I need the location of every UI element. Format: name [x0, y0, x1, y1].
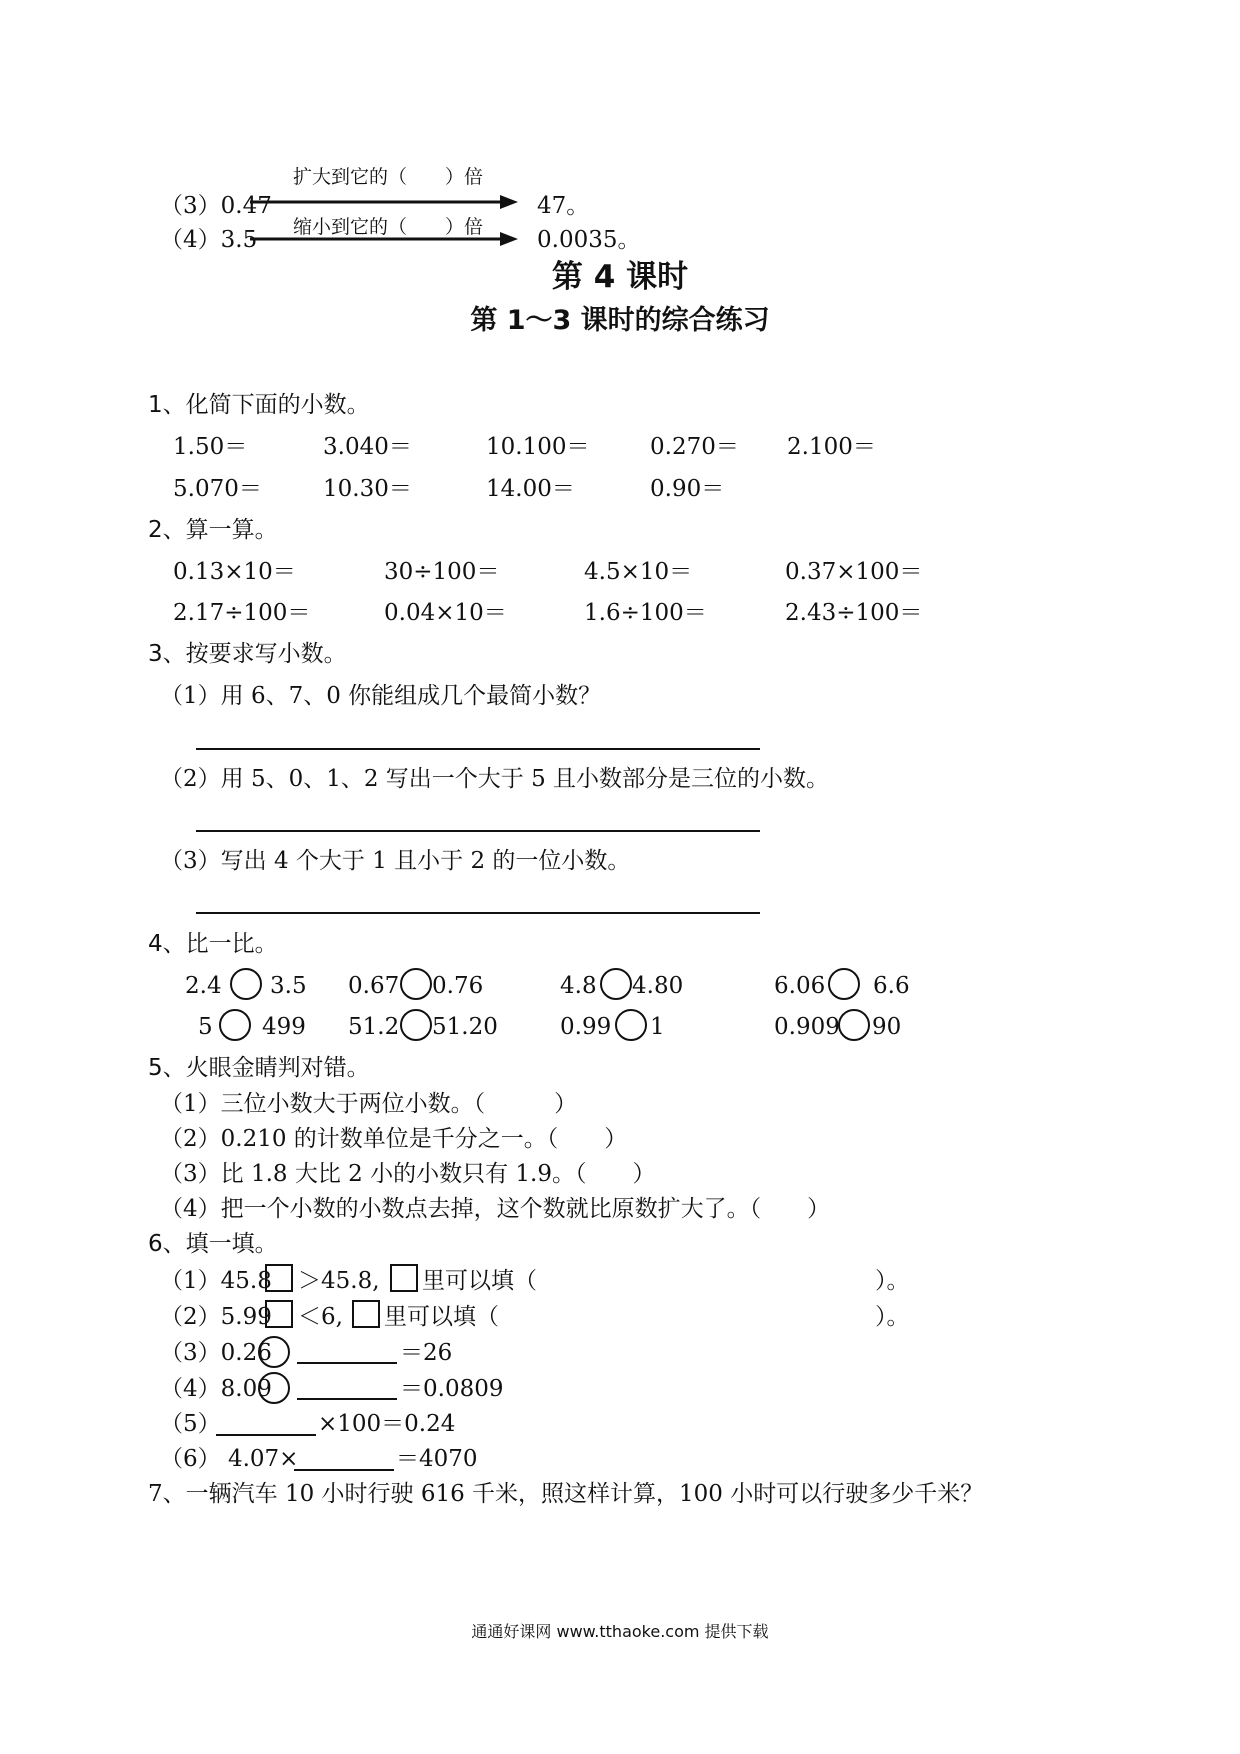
q6-item3-result: ＝26: [400, 1340, 453, 1366]
q6-item2-compare: ＜6,: [298, 1304, 343, 1330]
compare-left: 2.4: [185, 973, 222, 999]
q6-item1-compare: ＞45.8,: [298, 1268, 380, 1294]
answer-line[interactable]: [216, 1434, 316, 1436]
item4-label: （4）3.5: [160, 227, 258, 253]
item4-result: 0.0035。: [537, 227, 641, 253]
compare-right: 499: [262, 1014, 306, 1040]
page-title: 第 4 课时: [551, 259, 689, 295]
q6-item1-close: ）。: [875, 1268, 910, 1294]
q2-expr: 0.04×10＝: [384, 600, 507, 626]
compare-circle[interactable]: [400, 968, 432, 1000]
compare-circle[interactable]: [838, 1009, 870, 1041]
compare-right: 51.20: [432, 1014, 498, 1040]
q4-heading: 4、比一比。: [148, 931, 278, 957]
q1-expr: 3.040＝: [323, 434, 412, 460]
q6-item6-result: ＝4070: [396, 1446, 478, 1472]
q5-item: （1）三位小数大于两位小数。（ ）: [160, 1091, 578, 1117]
q5-item: （3）比 1.8 大比 2 小的小数只有 1.9。（ ）: [160, 1161, 656, 1187]
q2-expr: 0.37×100＝: [785, 559, 923, 585]
answer-line[interactable]: [297, 1362, 397, 1364]
operator-circle[interactable]: [258, 1336, 290, 1368]
q5-item: （4）把一个小数的小数点去掉，这个数就比原数扩大了。（ ）: [160, 1196, 831, 1222]
blank-box[interactable]: [265, 1300, 293, 1328]
q1-expr: 0.270＝: [650, 434, 739, 460]
compare-right: 3.5: [270, 973, 307, 999]
q6-item2-prefix: （2）5.99: [160, 1304, 272, 1330]
q1-expr: 0.90＝: [650, 476, 725, 502]
right-arrow-icon: [250, 231, 520, 247]
compare-left: 0.909: [774, 1014, 840, 1040]
q1-expr: 2.100＝: [787, 434, 876, 460]
item3-label: （3）0.47: [160, 193, 272, 219]
blank-box[interactable]: [352, 1300, 380, 1328]
compare-right: 0.76: [432, 973, 484, 999]
compare-circle[interactable]: [828, 968, 860, 1000]
q6-item4-prefix: （4）8.09: [160, 1376, 272, 1402]
operator-circle[interactable]: [258, 1372, 290, 1404]
compare-right: 6.6: [873, 973, 910, 999]
q6-item5-result: ×100＝0.24: [318, 1411, 456, 1437]
q2-heading: 2、算一算。: [148, 517, 278, 543]
q1-expr: 10.100＝: [486, 434, 590, 460]
compare-circle[interactable]: [600, 968, 632, 1000]
q5-heading: 5、火眼金睛判对错。: [148, 1055, 370, 1081]
compare-right: 4.80: [632, 973, 684, 999]
compare-left: 51.2: [348, 1014, 400, 1040]
q1-expr: 14.00＝: [486, 476, 575, 502]
q2-expr: 30÷100＝: [384, 559, 500, 585]
q2-expr: 2.43÷100＝: [785, 600, 923, 626]
answer-line[interactable]: [297, 1398, 397, 1400]
page-subtitle: 第 1～3 课时的综合练习: [470, 305, 770, 336]
q3-item: （3）写出 4 个大于 1 且小于 2 的一位小数。: [160, 848, 631, 874]
blank-box[interactable]: [265, 1264, 293, 1292]
q3-item: （1）用 6、7、0 你能组成几个最简小数？: [160, 683, 602, 709]
q6-heading: 6、填一填。: [148, 1231, 278, 1257]
answer-line[interactable]: [294, 1469, 394, 1471]
q1-expr: 1.50＝: [173, 434, 248, 460]
item4-arrow-text: 缩小到它的（ ）倍: [293, 216, 484, 238]
compare-circle[interactable]: [230, 968, 262, 1000]
q6-item1-fill-text: 里可以填（: [422, 1268, 537, 1294]
q6-item2-fill-text: 里可以填（: [384, 1304, 499, 1330]
compare-left: 0.99: [560, 1014, 612, 1040]
q6-item2-close: ）。: [875, 1304, 910, 1330]
q5-item: （2）0.210 的计数单位是千分之一。（ ）: [160, 1126, 628, 1152]
q1-heading: 1、化简下面的小数。: [148, 392, 370, 418]
compare-left: 6.06: [774, 973, 826, 999]
compare-left: 0.67: [348, 973, 400, 999]
q6-item6-prefix: （6） 4.07×: [160, 1446, 299, 1472]
item3-result: 47。: [537, 193, 590, 219]
q6-item3-prefix: （3）0.26: [160, 1340, 272, 1366]
q2-expr: 2.17÷100＝: [173, 600, 311, 626]
q6-item5-prefix: （5）: [160, 1411, 221, 1437]
answer-line[interactable]: [196, 748, 760, 750]
q6-item1-prefix: （1）45.8: [160, 1268, 272, 1294]
compare-right: 90: [872, 1014, 902, 1040]
q1-expr: 10.30＝: [323, 476, 412, 502]
q1-expr: 5.070＝: [173, 476, 262, 502]
compare-circle[interactable]: [615, 1009, 647, 1041]
q2-expr: 1.6÷100＝: [584, 600, 707, 626]
compare-circle[interactable]: [219, 1009, 251, 1041]
blank-box[interactable]: [390, 1264, 418, 1292]
q6-item4-result: ＝0.0809: [400, 1376, 504, 1402]
q2-expr: 0.13×10＝: [173, 559, 296, 585]
page-footer: 通通好课网 www.tthaoke.com 提供下载: [471, 1622, 769, 1641]
item3-arrow-text: 扩大到它的（ ）倍: [293, 166, 484, 188]
q7-text: 7、一辆汽车 10 小时行驶 616 千米，照这样计算，100 小时可以行驶多少千米？: [148, 1481, 984, 1507]
compare-left: 4.8: [560, 973, 597, 999]
answer-line[interactable]: [196, 830, 760, 832]
right-arrow-icon: [250, 194, 520, 210]
answer-line[interactable]: [196, 912, 760, 914]
compare-right: 1: [650, 1014, 665, 1040]
q2-expr: 4.5×10＝: [584, 559, 693, 585]
q3-item: （2）用 5、0、1、2 写出一个大于 5 且小数部分是三位的小数。: [160, 766, 830, 792]
compare-circle[interactable]: [400, 1009, 432, 1041]
q3-heading: 3、按要求写小数。: [148, 641, 347, 667]
compare-left: 5: [198, 1014, 213, 1040]
